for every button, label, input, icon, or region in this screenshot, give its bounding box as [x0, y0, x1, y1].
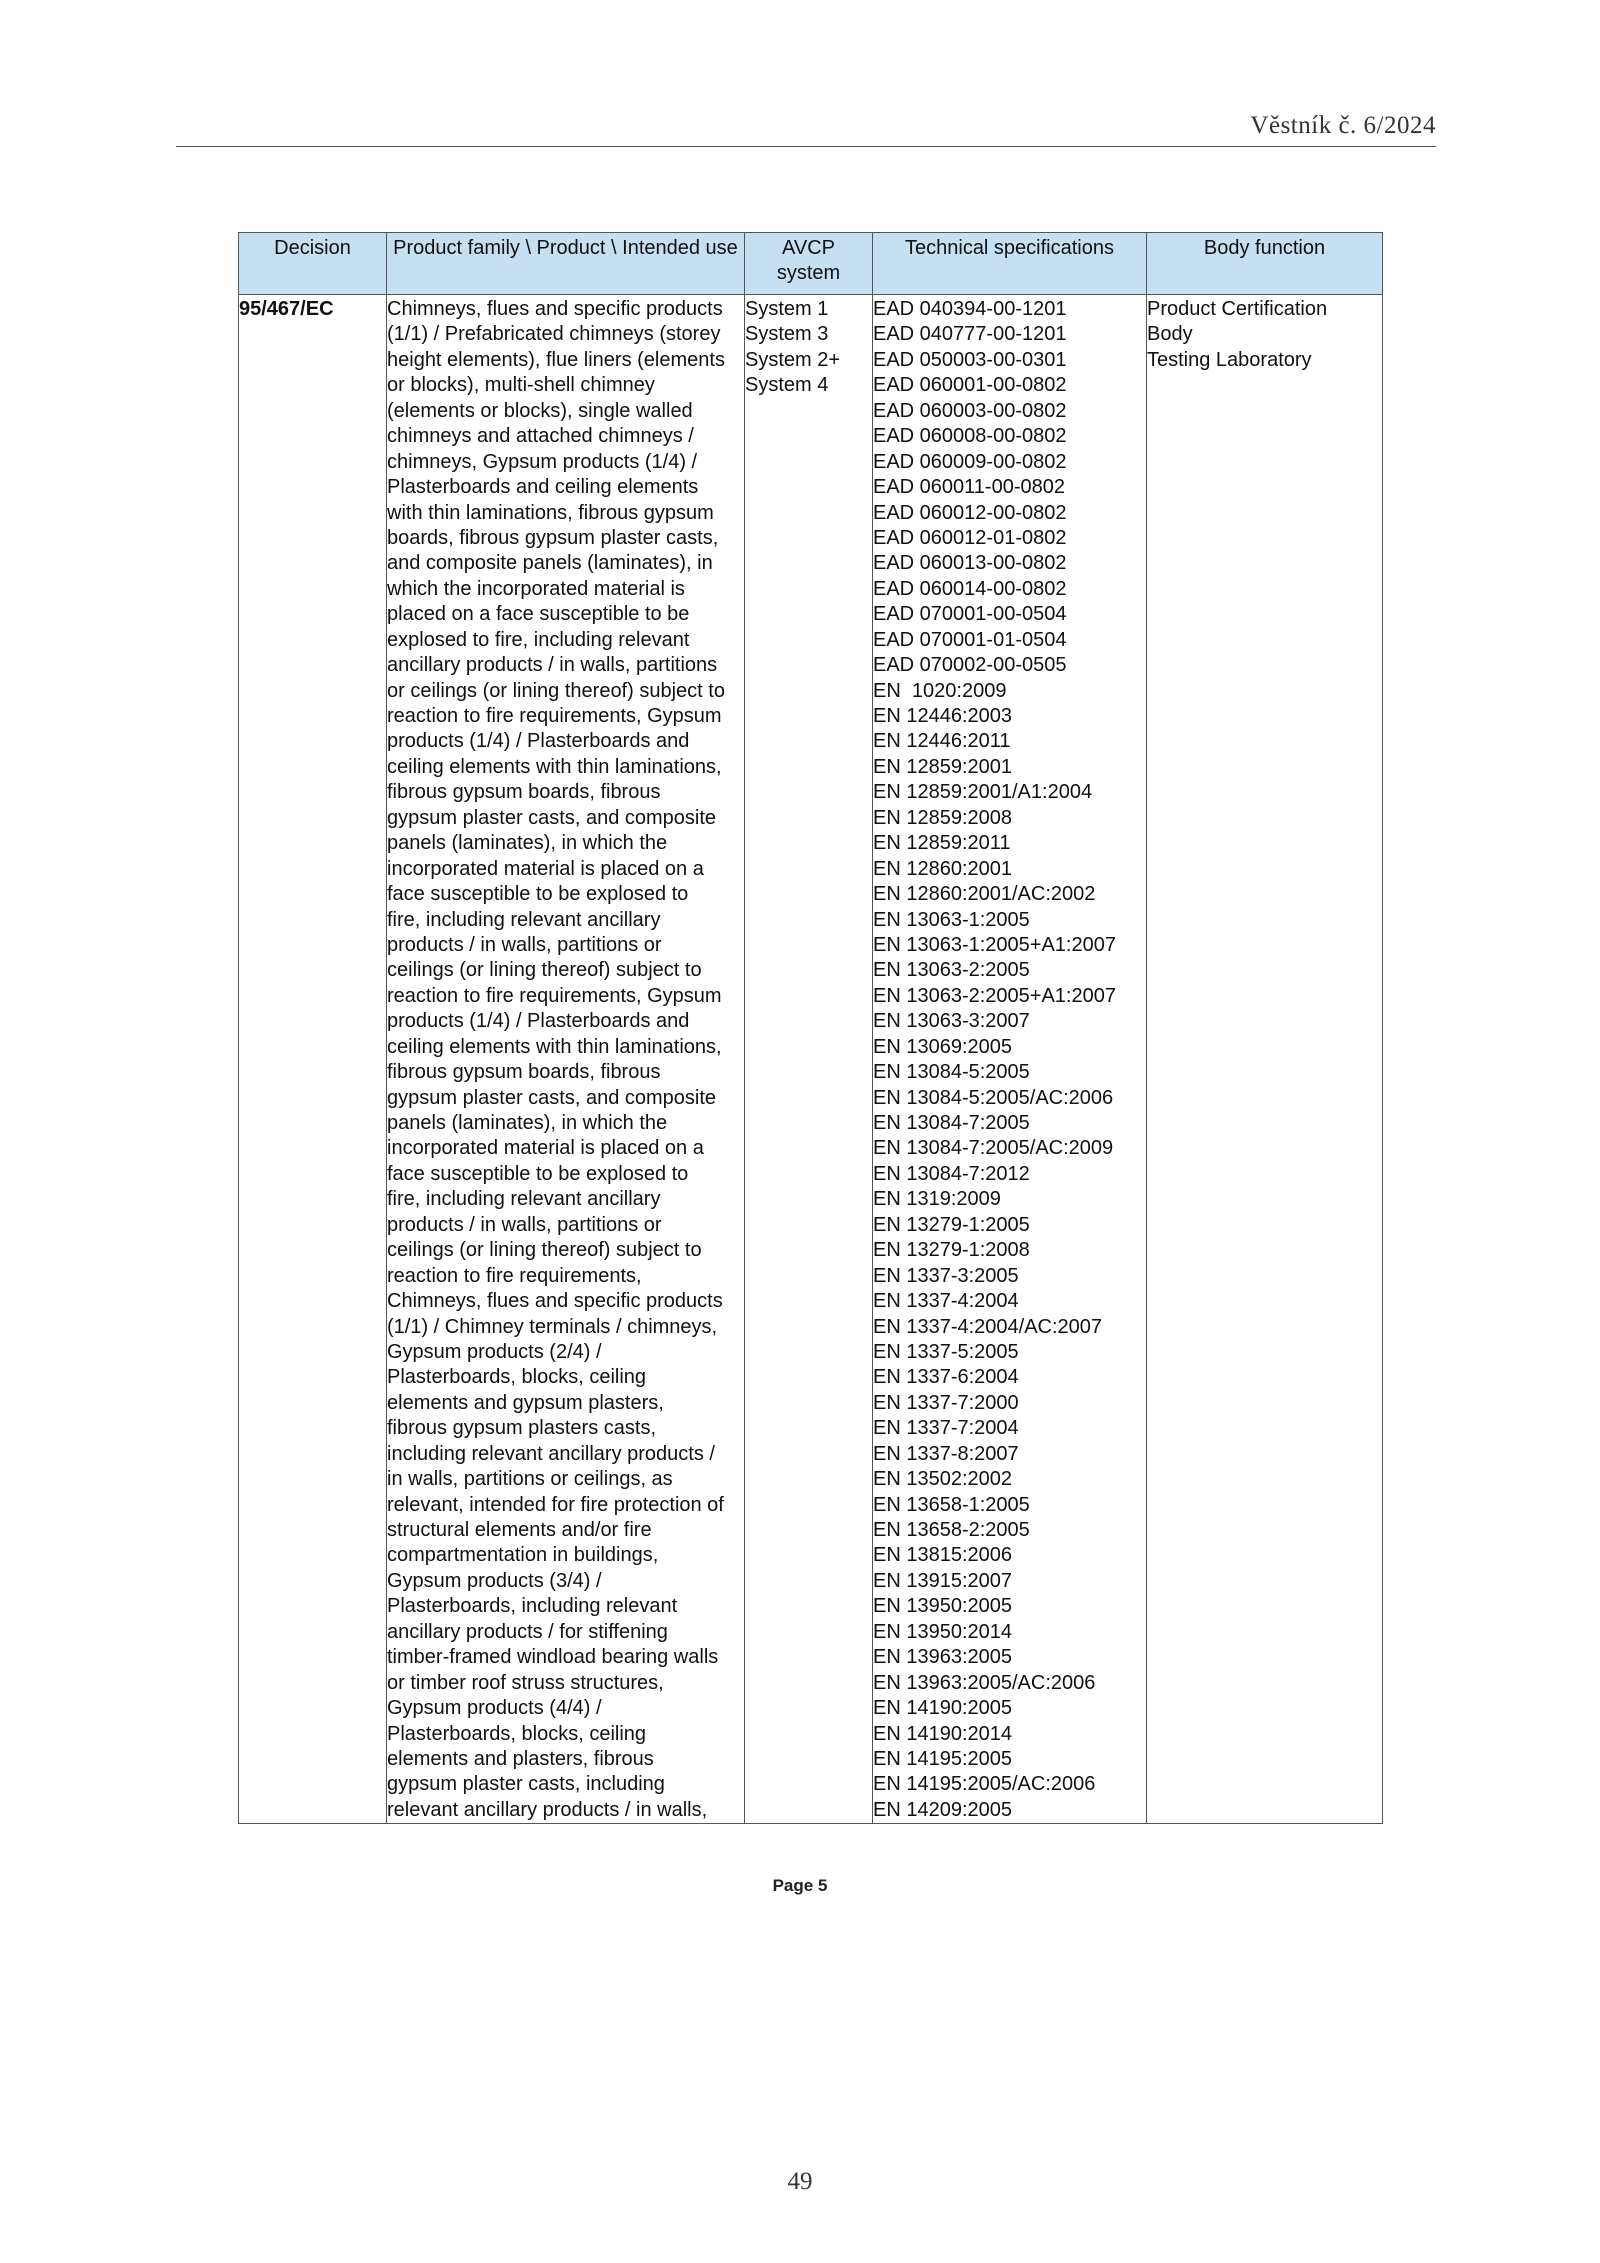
- specification-line: EAD 070001-00-0504: [873, 603, 1067, 626]
- column-header-avcp: AVCP system: [745, 233, 873, 295]
- product-line: (1/1) / Chimney terminals / chimneys,: [387, 1315, 718, 1338]
- specification-line: EAD 060012-00-0802: [873, 501, 1067, 524]
- specification-line: EN 14190:2014: [873, 1722, 1013, 1745]
- product-line: which the incorporated material is: [387, 577, 685, 600]
- specification-line: EN 13815:2006: [873, 1544, 1013, 1567]
- specification-line: EN 14195:2005/AC:2006: [873, 1773, 1096, 1796]
- specification-line: EN 1337-8:2007: [873, 1442, 1019, 1465]
- specification-line: EAD 060012-01-0802: [873, 526, 1067, 549]
- specification-line: EN 13950:2005: [873, 1595, 1013, 1618]
- product-line: incorporated material is placed on a: [387, 1137, 704, 1160]
- product-line: chimneys and attached chimneys /: [387, 425, 694, 448]
- specification-line: EAD 060014-00-0802: [873, 577, 1067, 600]
- product-line: placed on a face susceptible to be: [387, 603, 690, 626]
- product-line: face susceptible to be explosed to: [387, 1162, 689, 1185]
- product-line: Chimneys, flues and specific products: [387, 298, 723, 320]
- specification-line: EN 12859:2011: [873, 832, 1011, 855]
- product-line: including relevant ancillary products /: [387, 1442, 715, 1465]
- product-line: fire, including relevant ancillary: [387, 1188, 661, 1211]
- product-line: (elements or blocks), single walled: [387, 399, 693, 422]
- specification-line: EN 13279-1:2005: [873, 1213, 1030, 1236]
- product-line: elements and plasters, fibrous: [387, 1747, 654, 1770]
- product-line: products / in walls, partitions or: [387, 933, 662, 956]
- product-line: face susceptible to be explosed to: [387, 883, 689, 906]
- avcp-system: System 1: [745, 298, 829, 320]
- specification-line: EN 13063-3:2007: [873, 1010, 1030, 1033]
- product-line: fire, including relevant ancillary: [387, 908, 661, 931]
- specification-line: EN 13963:2005/AC:2006: [873, 1671, 1096, 1694]
- product-line: reaction to fire requirements, Gypsum: [387, 984, 722, 1007]
- specification-line: EN 13658-2:2005: [873, 1519, 1030, 1541]
- specification-line: EN 12446:2003: [873, 705, 1013, 727]
- avcp-system: System 3: [745, 323, 829, 346]
- specification-line: EN 1337-5:2005: [873, 1340, 1019, 1363]
- running-head: [176, 112, 1436, 147]
- specification-line: EN 13084-5:2005: [873, 1061, 1030, 1084]
- product-line: gypsum plaster casts, including: [387, 1773, 665, 1796]
- product-line: compartmentation in buildings,: [387, 1544, 659, 1567]
- product-line: height elements), flue liners (elements: [387, 348, 725, 371]
- product-line: reaction to fire requirements, Gypsum: [387, 705, 722, 727]
- table-header-row: [239, 233, 1383, 295]
- body-function-cell: [1147, 295, 1383, 1824]
- product-line: or ceilings (or lining thereof) subject to: [387, 679, 725, 702]
- specification-line: EAD 040777-00-1201: [873, 323, 1067, 346]
- specification-line: EN 12859:2008: [873, 806, 1013, 829]
- product-line: chimneys, Gypsum products (1/4) /: [387, 450, 698, 473]
- specification-line: EN 12860:2001: [873, 857, 1013, 880]
- specification-line: EAD 070002-00-0505: [873, 654, 1067, 677]
- product-line: with thin laminations, fibrous gypsum: [387, 501, 714, 524]
- product-line: Chimneys, flues and specific products: [387, 1290, 723, 1313]
- column-header-product: Product family \ Product \ Intended use: [387, 233, 745, 295]
- column-header-decision: Decision: [239, 233, 387, 295]
- product-line: explosed to fire, including relevant: [387, 628, 690, 651]
- specification-line: EN 13658-1:2005: [873, 1493, 1030, 1516]
- product-line: fibrous gypsum boards, fibrous: [387, 1061, 661, 1084]
- page-number: 49: [787, 2168, 813, 2195]
- product-line: reaction to fire requirements,: [387, 1264, 642, 1287]
- specification-line: EN 13084-7:2012: [873, 1162, 1030, 1185]
- specification-line: EN 13279-1:2008: [873, 1239, 1030, 1262]
- specification-line: EAD 060001-00-0802: [873, 374, 1067, 397]
- specification-line: EN 13063-2:2005: [873, 959, 1030, 982]
- product-line: Plasterboards and ceiling elements: [387, 476, 699, 499]
- product-line: elements and gypsum plasters,: [387, 1391, 664, 1414]
- product-line: or blocks), multi-shell chimney: [387, 374, 655, 397]
- product-line: Plasterboards, blocks, ceiling: [387, 1366, 647, 1389]
- product-line: ceiling elements with thin laminations,: [387, 1035, 722, 1058]
- body-function-line: Product Certification: [1147, 298, 1328, 320]
- table-row: [239, 295, 1383, 1824]
- decision-cell: 95/467/EC: [239, 295, 387, 1824]
- product-line: Gypsum products (4/4) /: [387, 1697, 602, 1720]
- specification-line: EN 13069:2005: [873, 1035, 1013, 1058]
- page-label: Page 5: [772, 1876, 828, 1895]
- product-line: fibrous gypsum plasters casts,: [387, 1417, 656, 1440]
- specification-line: EAD 060011-00-0802: [873, 476, 1065, 499]
- product-line: gypsum plaster casts, and composite: [387, 806, 717, 829]
- specification-line: EN 13063-1:2005: [873, 908, 1030, 931]
- specification-line: EN 14190:2005: [873, 1697, 1013, 1720]
- product-line: ancillary products / for stiffening: [387, 1620, 668, 1643]
- specification-line: EN 13084-7:2005/AC:2009: [873, 1137, 1114, 1160]
- specification-line: EAD 060003-00-0802: [873, 399, 1067, 422]
- journal-issue: Věstník č. 6/2024: [1250, 112, 1436, 139]
- specification-line: EN 1337-3:2005: [873, 1264, 1019, 1287]
- specification-line: EAD 050003-00-0301: [873, 348, 1067, 371]
- specification-line: EN 1337-6:2004: [873, 1366, 1019, 1389]
- product-line: structural elements and/or fire: [387, 1519, 652, 1541]
- specification-line: EN 12446:2011: [873, 730, 1011, 753]
- specification-line: EAD 060009-00-0802: [873, 450, 1067, 473]
- product-line: products / in walls, partitions or: [387, 1213, 662, 1236]
- specification-line: EN 14209:2005: [873, 1798, 1013, 1821]
- specification-line: EN 13063-1:2005+A1:2007: [873, 933, 1116, 956]
- product-line: and composite panels (laminates), in: [387, 552, 713, 575]
- specification-line: EN 13950:2014: [873, 1620, 1013, 1643]
- specification-line: EN 13915:2007: [873, 1569, 1013, 1592]
- product-line: relevant ancillary products / in walls,: [387, 1798, 708, 1821]
- product-line: ceilings (or lining thereof) subject to: [387, 1239, 702, 1262]
- specification-line: EN 13084-5:2005/AC:2006: [873, 1086, 1114, 1109]
- body-function-line: Body: [1147, 323, 1193, 346]
- specification-line: EN 1337-4:2004: [873, 1290, 1019, 1313]
- specification-line: EAD 060013-00-0802: [873, 552, 1067, 575]
- product-line: or timber roof struss structures,: [387, 1671, 664, 1694]
- avcp-system: System 2+: [745, 348, 841, 371]
- product-line: in walls, partitions or ceilings, as: [387, 1468, 673, 1491]
- specification-line: EN 13084-7:2005: [873, 1112, 1030, 1134]
- column-header-body-function: Body function: [1147, 233, 1383, 295]
- product-line: products (1/4) / Plasterboards and: [387, 1010, 690, 1033]
- avcp-cell: [745, 295, 873, 1824]
- product-line: Gypsum products (3/4) /: [387, 1569, 602, 1592]
- specification-line: EN 13502:2002: [873, 1468, 1013, 1491]
- product-line: ceiling elements with thin laminations,: [387, 755, 722, 778]
- product-line: panels (laminates), in which the: [387, 832, 668, 855]
- product-line: products (1/4) / Plasterboards and: [387, 730, 690, 753]
- product-line: gypsum plaster casts, and composite: [387, 1086, 717, 1109]
- specification-line: EN 12859:2001/A1:2004: [873, 781, 1093, 804]
- specification-line: EN 14195:2005: [873, 1747, 1013, 1770]
- product-line: Plasterboards, blocks, ceiling: [387, 1722, 647, 1745]
- specification-line: EAD 060008-00-0802: [873, 425, 1067, 448]
- specification-line: EAD 070001-01-0504: [873, 628, 1067, 651]
- product-line: ceilings (or lining thereof) subject to: [387, 959, 702, 982]
- specification-line: EN 12859:2001: [873, 755, 1013, 778]
- specification-line: EN 1337-7:2004: [873, 1417, 1019, 1440]
- product-line: fibrous gypsum boards, fibrous: [387, 781, 661, 804]
- column-header-specifications: Technical specifications: [873, 233, 1147, 295]
- avcp-system: System 4: [745, 374, 829, 397]
- body-function-line: Testing Laboratory: [1147, 348, 1312, 371]
- regulation-table: [238, 232, 1383, 1824]
- specification-line: EAD 040394-00-1201: [873, 298, 1067, 320]
- specification-line: EN 1020:2009: [873, 679, 1007, 702]
- specification-line: EN 13963:2005: [873, 1646, 1013, 1669]
- specifications-cell: [873, 295, 1147, 1824]
- product-line: boards, fibrous gypsum plaster casts,: [387, 526, 719, 549]
- product-line: (1/1) / Prefabricated chimneys (storey: [387, 323, 721, 346]
- product-line: Plasterboards, including relevant: [387, 1595, 678, 1618]
- product-line: relevant, intended for fire protection of: [387, 1493, 724, 1516]
- product-line: ancillary products / in walls, partitions: [387, 654, 718, 677]
- specification-line: EN 1337-7:2000: [873, 1391, 1019, 1414]
- product-line: Gypsum products (2/4) /: [387, 1340, 602, 1363]
- specification-line: EN 1337-4:2004/AC:2007: [873, 1315, 1103, 1338]
- specification-line: EN 13063-2:2005+A1:2007: [873, 984, 1116, 1007]
- product-line: panels (laminates), in which the: [387, 1112, 668, 1134]
- product-line: timber-framed windload bearing walls: [387, 1646, 719, 1669]
- specification-line: EN 1319:2009: [873, 1188, 1001, 1211]
- specification-line: EN 12860:2001/AC:2002: [873, 883, 1096, 906]
- product-line: incorporated material is placed on a: [387, 857, 704, 880]
- product-cell: [387, 295, 745, 1824]
